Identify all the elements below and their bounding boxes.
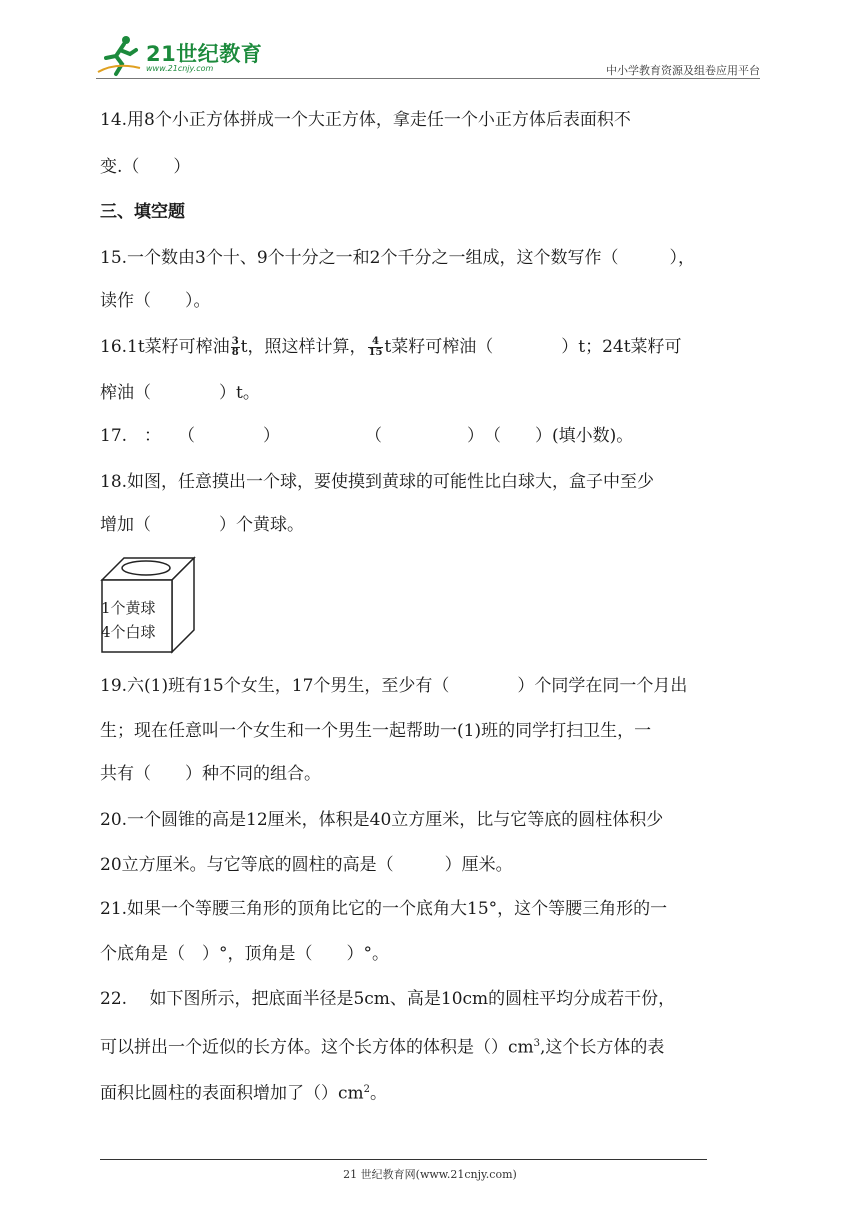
- question-18-line2: 增加（ ）个黄球。: [100, 515, 304, 535]
- site-logo: [96, 32, 266, 78]
- question-17-line1: 17. ： （ ） （ ） （ ）(填小数)。: [100, 426, 634, 446]
- question-19-line1: 19.六(1)班有15个女生，17个男生，至少有（ ）个同学在同一个月出: [100, 676, 688, 696]
- runner-icon: [96, 32, 144, 78]
- question-14-line2: 变.（ ）: [100, 157, 191, 177]
- question-22-text-c: 面积比圆柱的表面积增加了（）cm: [100, 1083, 364, 1104]
- question-18-line1: 18.如图，任意摸出一个球，要使摸到黄球的可能性比白球大，盒子中至少: [100, 472, 655, 492]
- fraction-numerator: 3: [231, 336, 239, 347]
- question-19-line2: 生；现在任意叫一个女生和一个男生一起帮助一(1)班的同学打扫卫生，一: [100, 721, 652, 741]
- superscript-squared: 2: [363, 1084, 371, 1095]
- question-16-text-b: t，照这样计算，: [240, 337, 367, 357]
- question-14-line1: 14.用8个小正方体拼成一个大正方体，拿走任一个小正方体后表面积不: [100, 110, 631, 130]
- question-15-line1: 15.一个数由3个十、9个十分之一和2个千分之一组成，这个数写作（ ），: [100, 248, 695, 268]
- question-15-line2: 读作（ ）。: [100, 291, 211, 311]
- question-19-line3: 共有（ ）种不同的组合。: [100, 764, 321, 784]
- question-22-text-a: 可以拼出一个近似的长方体。这个长方体的体积是（）cm: [100, 1037, 534, 1058]
- box-label-white: 4个白球: [101, 623, 156, 641]
- question-21-line1: 21.如果一个等腰三角形的顶角比它的一个底角大15°，这个等腰三角形的一: [100, 899, 668, 919]
- fraction-four-fifteenths: [368, 337, 384, 358]
- platform-tagline: 中小学教育资源及组卷应用平台: [606, 64, 760, 77]
- fraction-denominator: 8: [231, 347, 239, 358]
- question-21-line2: 个底角是（ ）°，顶角是（ ）°。: [100, 944, 389, 964]
- question-22-line1: 22. 如下图所示，把底面半径是5cm、高是10cm的圆柱平均分成若干份，: [100, 989, 676, 1009]
- box-label-yellow: 1个黄球: [101, 599, 156, 617]
- question-22-text-d: 。: [370, 1083, 388, 1104]
- question-20-line2: 20立方厘米。与它等底的圆柱的高是（ ）厘米。: [100, 855, 513, 875]
- page-header: [96, 32, 760, 80]
- footer-divider: [100, 1159, 707, 1160]
- page-footer: 21 世纪教育网(www.21cnjy.com): [343, 1168, 517, 1181]
- question-20-line1: 20.一个圆锥的高是12厘米，体积是40立方厘米，比与它等底的圆柱体积少: [100, 810, 664, 830]
- header-divider: [96, 78, 760, 79]
- logo-text: 21世纪教育: [146, 42, 263, 66]
- question-22-text-b: ,这个长方体的表: [540, 1037, 665, 1058]
- question-16-line1: [100, 337, 765, 358]
- fraction-numerator: 4: [368, 337, 384, 348]
- superscript-cubed: 3: [533, 1038, 541, 1049]
- question-22-line2: [100, 1034, 765, 1058]
- fraction-denominator: 15: [368, 347, 383, 358]
- fraction-three-eighths: [231, 337, 240, 358]
- question-16-line2: 榨油（ ）t。: [100, 383, 260, 403]
- question-16-text-a: 16.1t菜籽可榨油: [100, 337, 230, 357]
- question-16-text-c: t菜籽可榨油（ ）t；24t菜籽可: [384, 337, 682, 357]
- section-heading: 三、填空题: [100, 202, 185, 222]
- question-22-line3: [100, 1080, 765, 1104]
- logo-url: www.21cnjy.com: [146, 64, 214, 73]
